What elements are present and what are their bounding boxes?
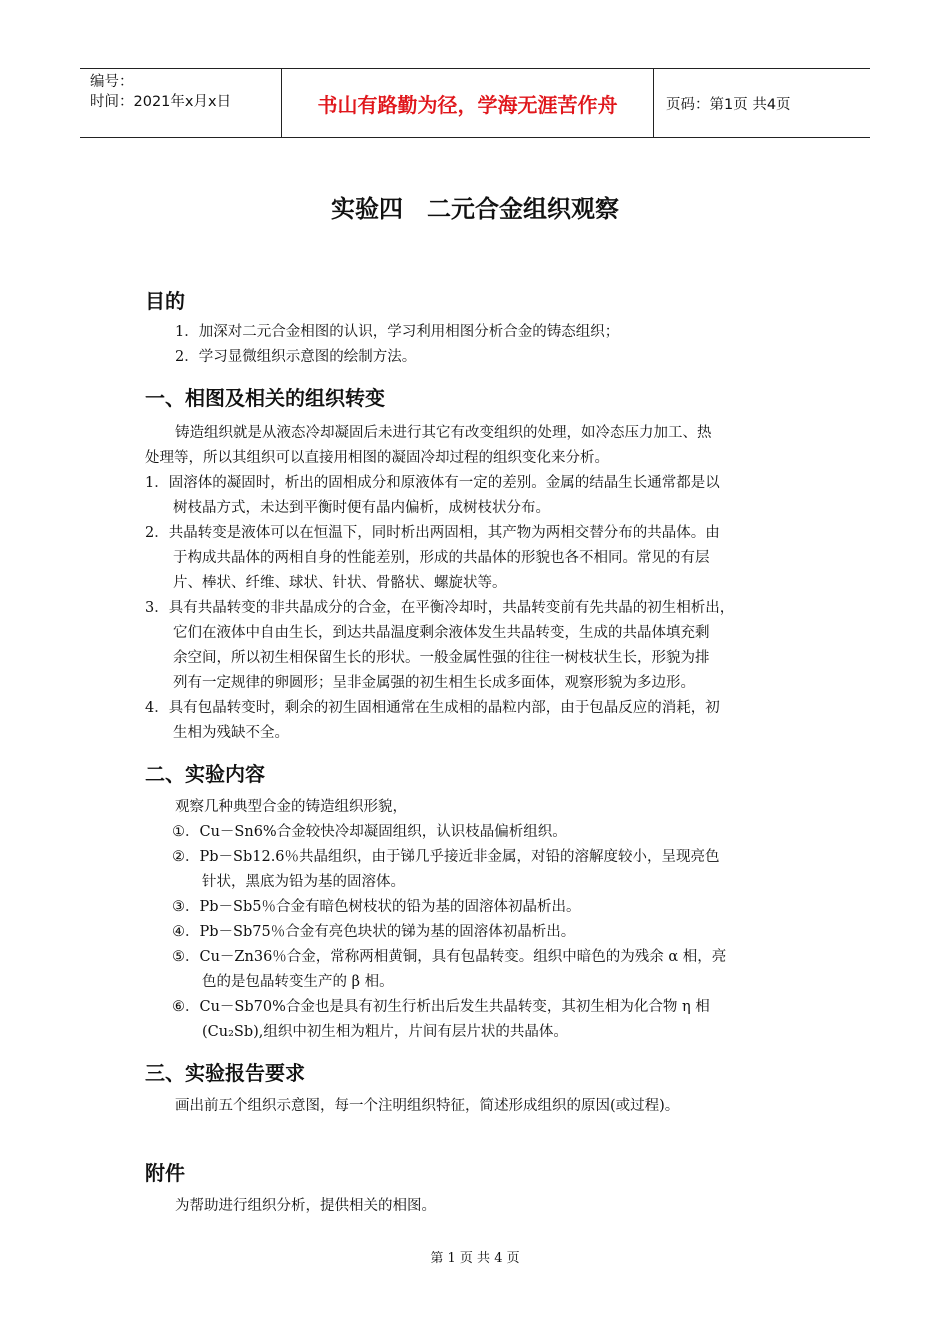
section1-item: 列有一定规律的卵圆形；呈非金属强的初生相生长成多面体，观察形貌为多边形。 bbox=[173, 675, 695, 691]
section1-item: 余空间，所以初生相保留生长的形状。一般金属性强的往往一树枝状生长，形貌为排 bbox=[173, 650, 710, 666]
page-footer: 第 1 页 共 4 页 bbox=[430, 1251, 520, 1266]
section1-item: 3．具有共晶转变的非共晶成分的合金，在平衡冷却时，共晶转变前有先共晶的初生相析出， bbox=[145, 600, 735, 616]
section2-item: ③．Pb－Sb5％合金有暗色树枝状的铅为基的固溶体初晶析出。 bbox=[172, 899, 581, 915]
section3-heading: 三、实验报告要求 bbox=[145, 1061, 305, 1085]
section1-item: 4．具有包晶转变时，剩余的初生固相通常在生成相的晶粒内部，由于包晶反应的消耗，初 bbox=[145, 700, 720, 716]
purpose-item: 2．学习显微组织示意图的绘制方法。 bbox=[175, 349, 417, 365]
header-meta bbox=[80, 69, 282, 137]
page-header bbox=[80, 68, 870, 138]
section1-item: 片、棒状、纤维、球状、针状、骨骼状、螺旋状等。 bbox=[173, 575, 507, 591]
section2-item: (Cu₂Sb),组织中初生相为粗片，片间有层片状的共晶体。 bbox=[202, 1024, 568, 1040]
section2-heading: 二、实验内容 bbox=[145, 762, 265, 786]
header-page-info: 页码：第1页 共4页 bbox=[666, 96, 791, 113]
section1-item: 它们在液体中自由生长，到达共晶温度剩余液体发生共晶转变，生成的共晶体填充剩 bbox=[173, 625, 710, 641]
section1-intro: 铸造组织就是从液态冷却凝固后未进行其它有改变组织的处理，如冷态压力加工、热 bbox=[175, 425, 712, 441]
appendix-text: 为帮助进行组织分析，提供相关的相图。 bbox=[175, 1198, 436, 1214]
section1-item: 1．固溶体的凝固时，析出的固相成分和原液体有一定的差别。金属的结晶生长通常都是以 bbox=[145, 475, 720, 491]
section2-intro: 观察几种典型合金的铸造组织形貌， bbox=[175, 799, 407, 815]
section2-item: ④．Pb－Sb75％合金有亮色块状的锑为基的固溶体初晶析出。 bbox=[172, 924, 576, 940]
document-title: 实验四 二元合金组织观察 bbox=[331, 195, 619, 223]
appendix-heading: 附件 bbox=[145, 1161, 185, 1185]
section1-item: 生相为残缺不全。 bbox=[173, 725, 289, 741]
section3-text: 画出前五个组织示意图，每一个注明组织特征，简述形成组织的原因(或过程)。 bbox=[175, 1098, 680, 1114]
section2-item: 针状，黑底为铅为基的固溶体。 bbox=[202, 874, 405, 890]
section2-item: ⑥．Cu－Sb70%合金也是具有初生行析出后发生共晶转变，其初生相为化合物 η 相 bbox=[172, 999, 710, 1015]
purpose-heading: 目的 bbox=[145, 289, 185, 313]
section1-item: 于构成共晶体的两相自身的性能差别，形成的共晶体的形貌也各不相同。常见的有层 bbox=[173, 550, 710, 566]
section2-item: ⑤．Cu－Zn36％合金，常称两相黄铜，具有包晶转变。组织中暗色的为残余 α 相，亮 bbox=[172, 949, 727, 965]
section1-intro: 处理等，所以其组织可以直接用相图的凝固冷却过程的组织变化来分析。 bbox=[145, 450, 609, 466]
section2-item: ①．Cu－Sn6%合金较快冷却凝固组织，认识枝晶偏析组织。 bbox=[172, 824, 567, 840]
header-motto: 书山有路勤为径，学海无涯苦作舟 bbox=[282, 69, 654, 137]
section1-heading: 一、相图及相关的组织转变 bbox=[145, 386, 385, 410]
time-label: 时间：2021年x月x日 bbox=[90, 94, 232, 110]
section1-item: 2．共晶转变是液体可以在恒温下，同时析出两固相，其产物为两相交替分布的共晶体。由 bbox=[145, 525, 720, 541]
section2-item: 色的是包晶转变生产的 β 相。 bbox=[202, 974, 394, 990]
number-label: 编号： bbox=[90, 74, 134, 90]
section1-item: 树枝晶方式，未达到平衡时便有晶内偏析，成树枝状分布。 bbox=[173, 500, 550, 516]
section2-item: ②．Pb－Sb12.6％共晶组织，由于锑几乎接近非金属，对铅的溶解度较小，呈现亮色 bbox=[172, 849, 720, 865]
purpose-item: 1．加深对二元合金相图的认识，学习利用相图分析合金的铸态组织； bbox=[175, 324, 620, 340]
